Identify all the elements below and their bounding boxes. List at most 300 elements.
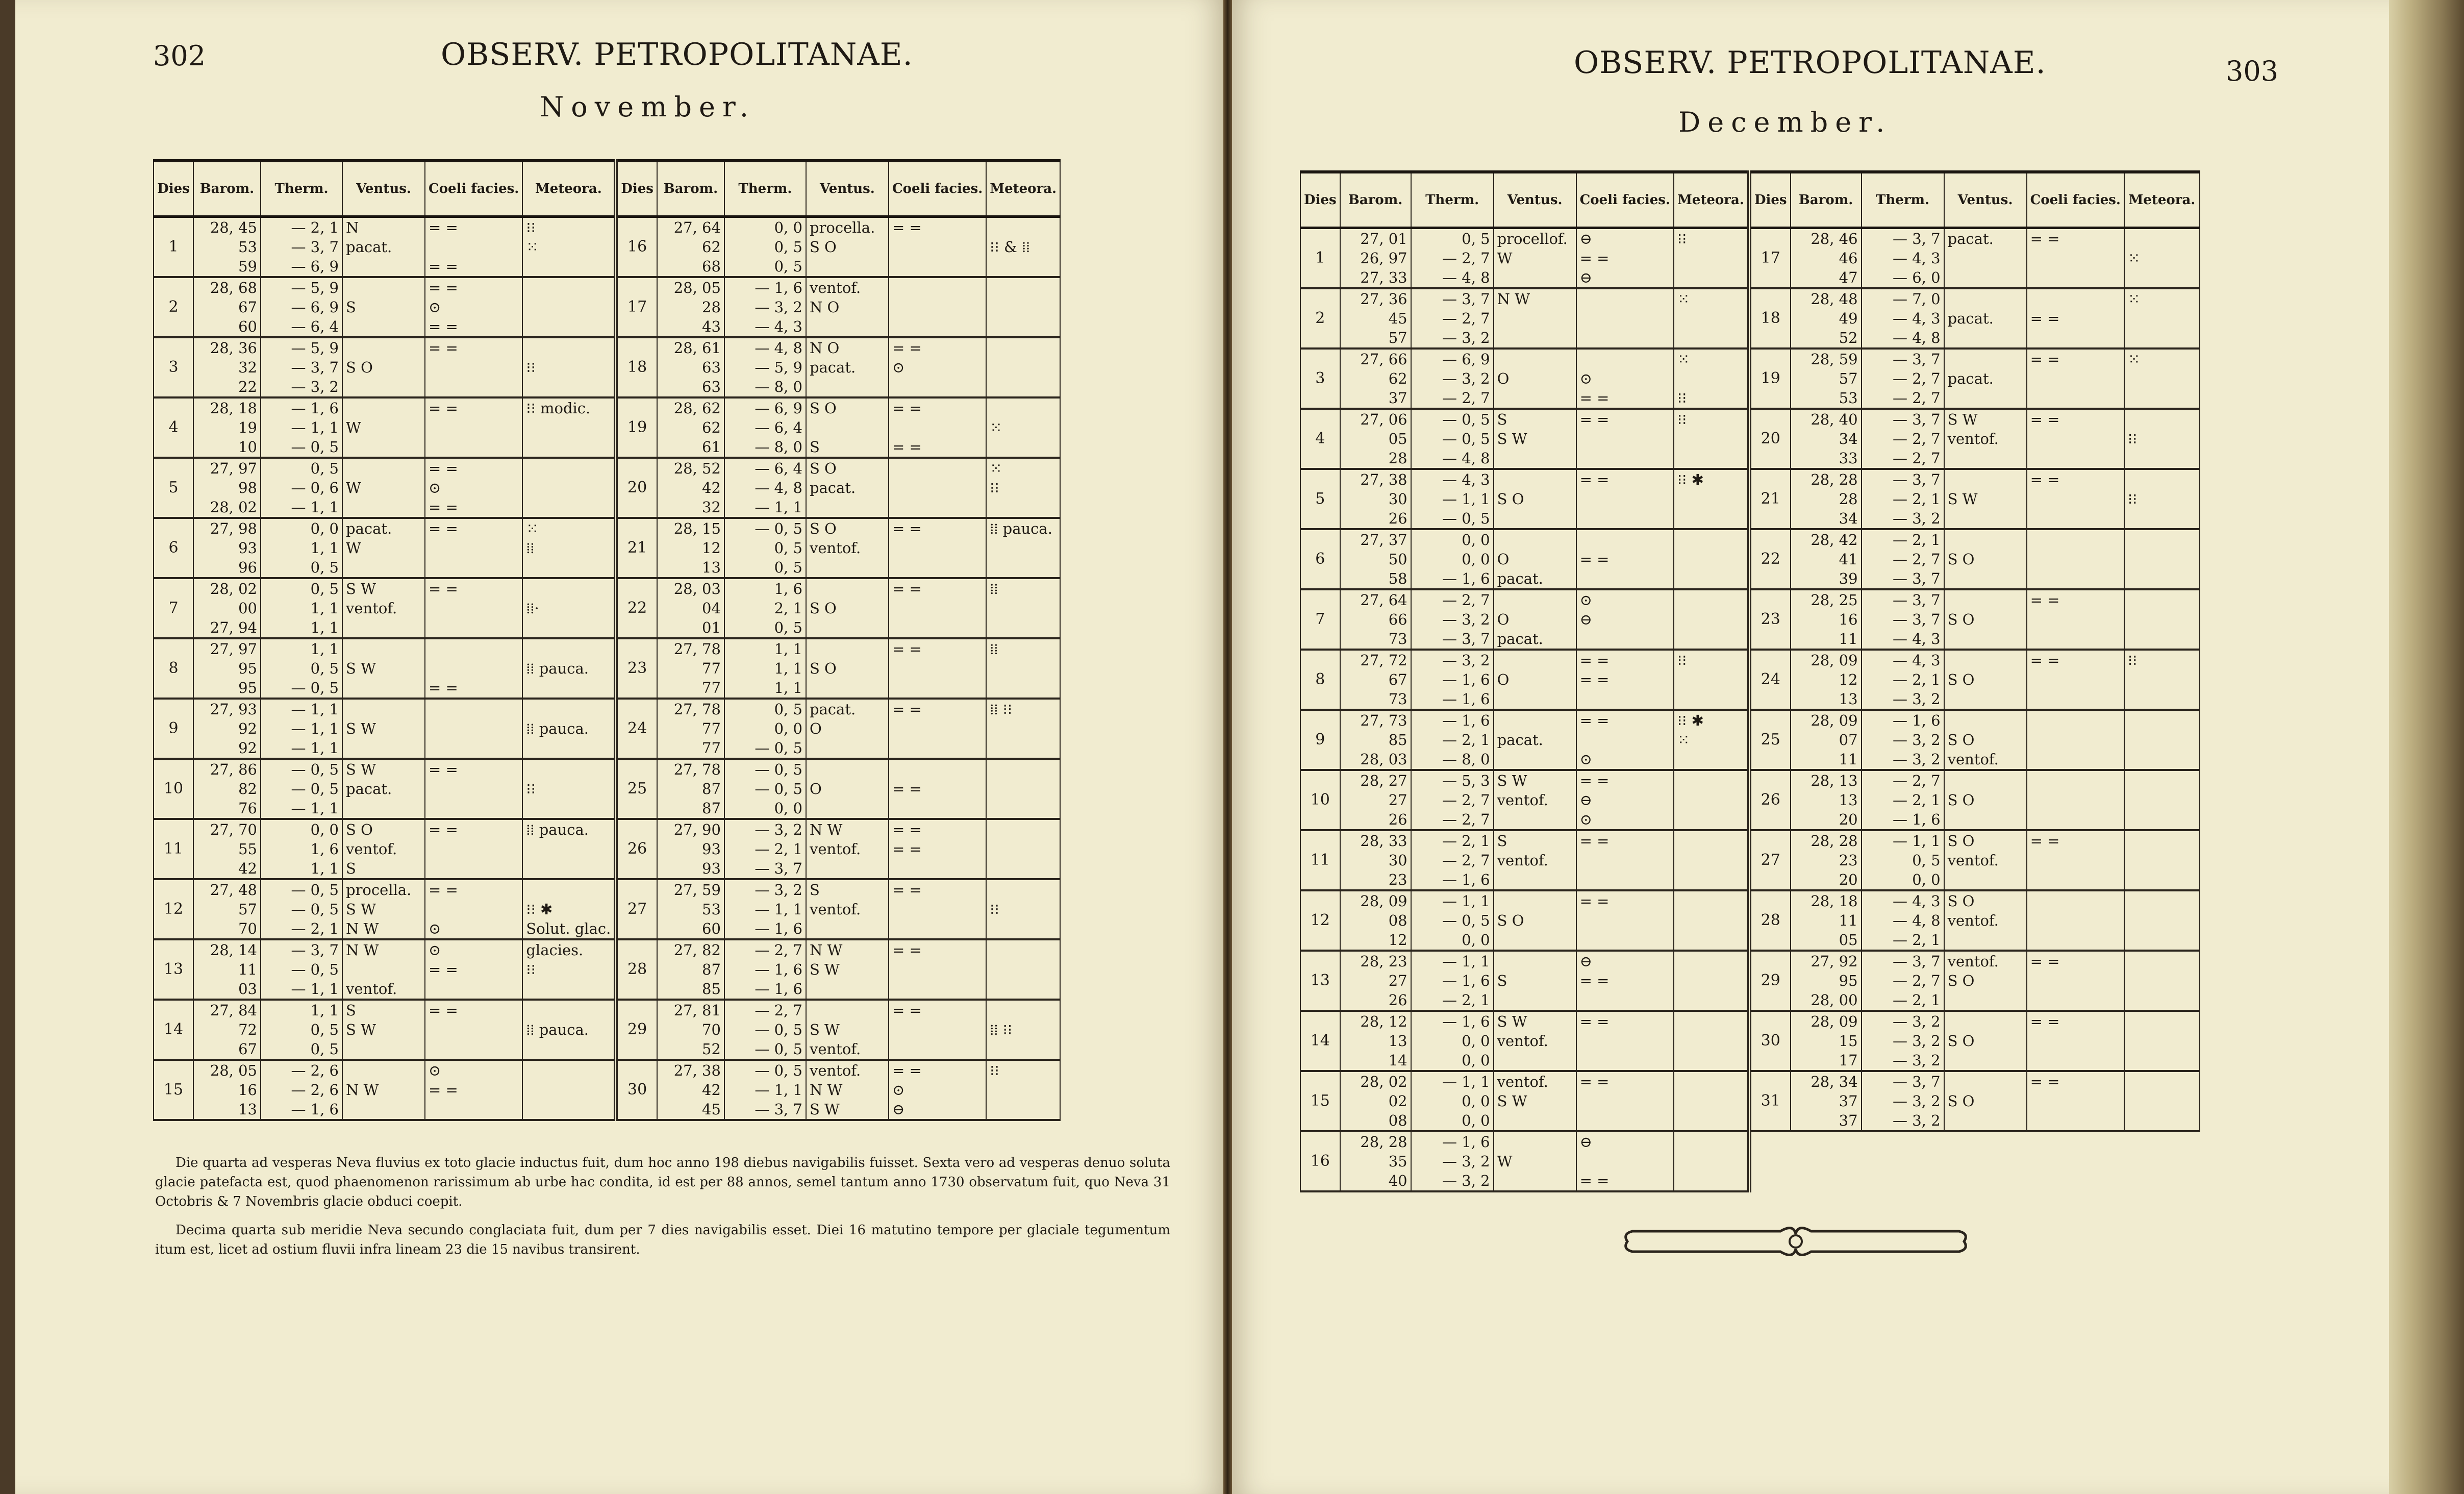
- thermometer-value: — 4, 3: [1893, 892, 1941, 910]
- barometer-cell: [1791, 1011, 1862, 1071]
- barometer-cell: [657, 1000, 724, 1060]
- thermometer-value: — 3, 7: [1893, 953, 1941, 970]
- sky-value: ⊙: [429, 479, 441, 496]
- day-cell: 15: [1300, 1071, 1340, 1131]
- barometer-value: 32: [238, 359, 257, 376]
- meteora-value: [990, 1001, 1057, 1020]
- barometer-cell: [1340, 589, 1411, 650]
- barometer-value: 30: [1388, 852, 1407, 869]
- sky-value: [429, 719, 519, 738]
- day-cell: 25: [616, 759, 657, 819]
- wind-value: [1497, 810, 1573, 829]
- sky-value: [892, 960, 983, 979]
- wind-cell: [1494, 650, 1576, 710]
- thermometer-value: — 2, 7: [1893, 430, 1941, 447]
- meteora-cell: [986, 518, 1060, 578]
- day-cell: 21: [1749, 469, 1791, 529]
- meteora-cell: [1674, 1011, 1749, 1071]
- meteora-value: [990, 659, 1057, 678]
- wind-value: [1497, 1132, 1573, 1152]
- sky-value: [892, 459, 983, 478]
- barometer-value: 28, 18: [1811, 892, 1858, 910]
- meteora-cell: [1674, 650, 1749, 710]
- sky-cell: [2027, 469, 2124, 529]
- barometer-value: 28, 34: [1811, 1073, 1858, 1090]
- wind-value: [1497, 1111, 1573, 1130]
- wind-cell: [1944, 1011, 2027, 1071]
- barometer-value: 62: [702, 238, 721, 256]
- thermometer-value: 1, 1: [310, 640, 339, 658]
- empty-cell: [1944, 1131, 2027, 1191]
- meteora-value: ⁙: [990, 419, 1002, 436]
- note-paragraph: Decima quarta sub meridie Neva secundo conglaciata fuit, dum per 7 dies navigabilis esset. Diei 16 matutino tempore per glaciale tegumentum itum est, licet ad ostium fluvii infra lineam 23 die 15 navibus transirent.: [155, 1223, 1170, 1257]
- sky-value: [1580, 689, 1670, 709]
- table-row: [154, 578, 1060, 638]
- meteora-value: [990, 218, 1057, 237]
- day-cell: 10: [154, 759, 193, 819]
- wind-value: ventof.: [1497, 1032, 1548, 1050]
- meteora-value: ⁝⁝: [1677, 411, 1687, 428]
- meteora-value: [1677, 810, 1744, 829]
- sky-cell: [2027, 288, 2124, 348]
- barometer-value: 63: [702, 359, 721, 376]
- thermometer-cell: [261, 939, 342, 1000]
- thermometer-cell: [724, 518, 806, 578]
- meteora-cell: [2124, 589, 2200, 650]
- wind-value: [346, 317, 421, 336]
- table-row: [1300, 1131, 2200, 1191]
- meteora-value: [990, 377, 1057, 396]
- thermometer-value: — 3, 2: [1442, 1172, 1490, 1189]
- meteora-value: [2128, 369, 2196, 388]
- meteora-value: [990, 618, 1057, 637]
- meteora-value: [990, 678, 1057, 698]
- meteora-cell: [1674, 288, 1749, 348]
- barometer-value: 47: [1839, 269, 1858, 286]
- meteora-cell: [2124, 288, 2200, 348]
- running-head: OBSERV. PETROPOLITANAE.: [441, 37, 913, 72]
- meteora-value: [1677, 590, 1744, 610]
- wind-value: [346, 799, 421, 818]
- wind-cell: [1944, 529, 2027, 589]
- thermometer-cell: [1862, 830, 1944, 890]
- barometer-cell: [1791, 228, 1862, 289]
- day-cell: 17: [1749, 228, 1791, 289]
- sky-value: [2030, 530, 2121, 550]
- meteora-value: [2128, 470, 2196, 489]
- barometer-value: 20: [1839, 811, 1858, 828]
- wind-value: [346, 639, 421, 659]
- thermometer-value: — 3, 7: [755, 1101, 802, 1118]
- barometer-cell: [1791, 710, 1862, 770]
- column-header: Therm.: [1862, 172, 1944, 228]
- meteora-value: ⁝⁝: [526, 961, 536, 978]
- meteora-value: ⁝⁝: [990, 1062, 999, 1079]
- thermometer-cell: [261, 759, 342, 819]
- sky-value: = =: [429, 460, 458, 477]
- wind-cell: [1944, 228, 2027, 289]
- thermometer-value: 2, 1: [774, 600, 802, 617]
- column-header: Ventus.: [806, 161, 889, 217]
- meteora-value: [1677, 750, 1744, 769]
- thermometer-cell: [1411, 1011, 1494, 1071]
- sky-cell: [2027, 650, 2124, 710]
- thermometer-value: — 2, 7: [1893, 450, 1941, 467]
- barometer-value: 53: [1839, 389, 1858, 407]
- wind-value: ventof.: [1947, 751, 1999, 768]
- sky-value: [429, 839, 519, 859]
- thermometer-cell: [1862, 890, 1944, 951]
- wind-value: O: [1497, 551, 1510, 568]
- sky-cell: [425, 1000, 522, 1060]
- thermometer-value: — 2, 7: [755, 941, 802, 959]
- barometer-value: 93: [702, 840, 721, 858]
- meteora-value: [1677, 831, 1744, 851]
- wind-value: pacat.: [346, 780, 392, 798]
- note-text: [155, 1153, 1170, 1268]
- thermometer-value: — 3, 2: [1442, 1153, 1490, 1170]
- wind-value: [1497, 689, 1573, 709]
- wind-value: pacat.: [1947, 310, 1994, 327]
- sky-value: [2030, 248, 2121, 268]
- wind-cell: [342, 397, 425, 458]
- barometer-value: 53: [702, 901, 721, 918]
- thermometer-value: — 1, 1: [291, 739, 339, 757]
- column-header: Therm.: [1411, 172, 1494, 228]
- day-cell: 2: [154, 277, 193, 337]
- barometer-value: 42: [702, 1081, 721, 1099]
- day-cell: 26: [1749, 770, 1791, 830]
- sky-value: = =: [2030, 471, 2060, 488]
- sky-cell: [2027, 348, 2124, 409]
- column-header: Therm.: [724, 161, 806, 217]
- sky-value: [892, 257, 983, 276]
- meteora-cell: [1674, 1071, 1749, 1131]
- day-cell: 20: [616, 458, 657, 518]
- column-header: Coeli facies.: [889, 161, 986, 217]
- barometer-value: 28, 23: [1360, 953, 1407, 970]
- table-row: [154, 759, 1060, 819]
- wind-value: S W: [346, 1021, 376, 1038]
- thermometer-cell: [261, 397, 342, 458]
- sky-cell: [1576, 589, 1674, 650]
- meteora-value: ⁙: [526, 520, 539, 537]
- table-row: [154, 638, 1060, 699]
- meteora-value: [526, 1039, 611, 1059]
- thermometer-cell: [261, 578, 342, 638]
- wind-cell: [1494, 589, 1576, 650]
- barometer-value: 27, 98: [210, 520, 257, 537]
- sky-value: [1580, 930, 1670, 950]
- barometer-value: 27, 64: [673, 219, 721, 236]
- thermometer-value: — 3, 7: [1893, 230, 1941, 247]
- day-cell: 4: [154, 397, 193, 458]
- thermometer-value: — 3, 2: [755, 881, 802, 899]
- barometer-value: 28, 48: [1811, 290, 1858, 308]
- table-row: [1300, 1071, 2200, 1131]
- barometer-value: 11: [1839, 912, 1858, 929]
- barometer-value: 95: [238, 679, 257, 696]
- sky-value: [2030, 689, 2121, 709]
- meteora-value: [1677, 248, 1744, 268]
- thermometer-cell: [1411, 830, 1494, 890]
- wind-value: ventof.: [809, 279, 861, 296]
- meteora-cell: [522, 337, 616, 397]
- barometer-value: 27, 37: [1360, 531, 1407, 549]
- meteora-cell: [522, 759, 616, 819]
- meteora-cell: [986, 578, 1060, 638]
- barometer-value: 34: [1839, 510, 1858, 527]
- wind-cell: [1494, 1131, 1576, 1191]
- barometer-value: 70: [702, 1021, 721, 1038]
- thermometer-value: 0, 0: [1462, 1092, 1490, 1110]
- wind-value: S W: [1497, 772, 1527, 789]
- thermometer-value: — 3, 2: [1893, 1052, 1941, 1069]
- thermometer-value: — 2, 7: [1893, 370, 1941, 387]
- sky-value: [429, 358, 519, 377]
- wind-value: ventof.: [346, 600, 397, 617]
- sky-cell: [889, 458, 986, 518]
- column-header: Barom.: [1791, 172, 1862, 228]
- thermometer-cell: [724, 879, 806, 939]
- wind-value: S O: [1947, 731, 1975, 749]
- wind-cell: [1494, 469, 1576, 529]
- wind-value: S O: [1947, 611, 1975, 628]
- thermometer-cell: [1411, 890, 1494, 951]
- sky-value: [892, 599, 983, 618]
- month-title: November.: [540, 91, 756, 123]
- sky-value: [2030, 449, 2121, 468]
- sky-value: = =: [892, 881, 922, 899]
- thermometer-value: 0, 0: [1462, 1052, 1490, 1069]
- thermometer-value: — 3, 2: [1442, 370, 1490, 387]
- sky-value: = =: [1579, 471, 1610, 488]
- barometer-value: 26: [1388, 811, 1407, 828]
- barometer-value: 08: [1388, 1112, 1407, 1129]
- barometer-value: 66: [1388, 611, 1407, 628]
- thermometer-value: — 1, 6: [755, 279, 802, 296]
- wind-value: N: [346, 219, 359, 236]
- thermometer-value: — 1, 6: [1442, 671, 1490, 688]
- wind-value: O: [1497, 370, 1510, 387]
- thermometer-value: — 2, 6: [291, 1081, 339, 1099]
- barometer-cell: [193, 397, 261, 458]
- barometer-value: 28, 28: [1811, 832, 1858, 850]
- sky-value: [2030, 1051, 2121, 1070]
- barometer-cell: [1791, 951, 1862, 1011]
- thermometer-value: — 0, 5: [755, 1062, 802, 1079]
- thermometer-value: — 2, 1: [1893, 671, 1941, 688]
- meteora-value: [526, 678, 611, 698]
- sky-cell: [1576, 890, 1674, 951]
- meteora-value: [526, 478, 611, 497]
- thermometer-value: — 1, 6: [1442, 1013, 1490, 1030]
- wind-value: [1497, 328, 1573, 347]
- day-cell: 18: [616, 337, 657, 397]
- sky-value: [429, 859, 519, 878]
- meteora-value: [2128, 711, 2196, 730]
- wind-value: [346, 338, 421, 358]
- sky-value: [1580, 569, 1670, 588]
- wind-cell: [806, 337, 889, 397]
- barometer-value: 50: [1388, 551, 1407, 568]
- wind-value: [810, 639, 885, 659]
- barometer-value: 39: [1839, 570, 1858, 587]
- meteora-cell: [1674, 529, 1749, 589]
- meteora-value: [2128, 268, 2196, 287]
- table-row: [154, 217, 1060, 278]
- meteora-cell: [1674, 951, 1749, 1011]
- meteora-cell: [1674, 710, 1749, 770]
- sky-value: [892, 297, 983, 317]
- table-row: [1300, 951, 2200, 1011]
- wind-value: [346, 1039, 421, 1059]
- wind-value: S O: [1947, 972, 1975, 989]
- thermometer-value: — 0, 5: [1442, 411, 1490, 428]
- sky-value: [892, 478, 983, 497]
- barometer-cell: [657, 217, 724, 278]
- sky-value: [2030, 429, 2121, 449]
- barometer-value: 08: [1388, 912, 1407, 929]
- barometer-value: 27, 66: [1360, 351, 1407, 368]
- barometer-value: 28, 02: [1360, 1073, 1407, 1090]
- sky-cell: [889, 879, 986, 939]
- thermometer-value: — 2, 1: [1442, 731, 1490, 749]
- barometer-value: 27, 81: [673, 1002, 721, 1019]
- meteora-value: [2128, 569, 2196, 588]
- day-cell: 19: [616, 397, 657, 458]
- sky-value: ⊙: [429, 920, 441, 937]
- thermometer-value: — 3, 7: [291, 359, 339, 376]
- barometer-cell: [1340, 469, 1411, 529]
- day-cell: 21: [616, 518, 657, 578]
- meteora-value: [1677, 328, 1744, 347]
- sky-cell: [889, 939, 986, 1000]
- thermometer-value: — 1, 6: [291, 1101, 339, 1118]
- barometer-value: 27, 84: [210, 1002, 257, 1019]
- thermometer-cell: [724, 217, 806, 278]
- day-cell: 24: [1749, 650, 1791, 710]
- wind-value: [346, 377, 421, 396]
- barometer-value: 27, 01: [1360, 230, 1407, 247]
- wind-value: [1497, 530, 1573, 550]
- sky-value: ⊙: [892, 1081, 905, 1099]
- barometer-cell: [193, 759, 261, 819]
- thermometer-value: — 1, 6: [291, 400, 339, 417]
- meteora-value: ⁞⁞: [990, 640, 998, 658]
- table-row: [1300, 228, 2200, 289]
- thermometer-cell: [1862, 1011, 1944, 1071]
- thermometer-value: 0, 0: [310, 821, 339, 838]
- wind-cell: [1494, 529, 1576, 589]
- wind-value: [1497, 952, 1573, 971]
- thermometer-value: — 1, 6: [1442, 690, 1490, 708]
- thermometer-value: — 6, 9: [291, 258, 339, 275]
- barometer-value: 28, 03: [673, 580, 721, 597]
- thermometer-value: — 0, 5: [291, 438, 339, 456]
- wind-value: [1948, 569, 2023, 588]
- thermometer-cell: [1411, 409, 1494, 469]
- column-header: Barom.: [193, 161, 261, 217]
- day-cell: 16: [616, 217, 657, 278]
- barometer-value: 87: [702, 800, 721, 817]
- sky-cell: [889, 397, 986, 458]
- barometer-value: 46: [1839, 250, 1858, 267]
- wind-value: [346, 257, 421, 276]
- meteora-value: [990, 558, 1057, 577]
- sky-value: ⊖: [1579, 791, 1592, 809]
- barometer-value: 28, 40: [1811, 411, 1858, 428]
- wind-value: N W: [809, 821, 843, 838]
- sky-value: ⊙: [1579, 370, 1592, 387]
- meteora-value: [1677, 1111, 1744, 1130]
- meteora-value: [2128, 1012, 2196, 1031]
- thermometer-value: 0, 5: [310, 1040, 339, 1058]
- meteora-value: [2128, 1111, 2196, 1130]
- barometer-value: 17: [1839, 1052, 1858, 1069]
- wind-value: ventof.: [1947, 912, 1999, 929]
- column-header: Meteora.: [986, 161, 1060, 217]
- thermometer-cell: [1862, 770, 1944, 830]
- thermometer-value: — 3, 7: [1893, 1073, 1941, 1090]
- sky-value: [892, 1020, 983, 1039]
- thermometer-value: — 1, 1: [1442, 892, 1490, 910]
- meteora-value: [1677, 891, 1744, 911]
- wind-value: [1497, 268, 1573, 287]
- meteora-value: [1677, 569, 1744, 588]
- wind-cell: [806, 518, 889, 578]
- barometer-value: 07: [1839, 731, 1858, 749]
- thermometer-cell: [724, 819, 806, 879]
- barometer-cell: [657, 458, 724, 518]
- sky-cell: [889, 1060, 986, 1120]
- thermometer-value: 0, 5: [310, 1021, 339, 1038]
- meteora-value: ⁞⁞·: [526, 600, 539, 617]
- sky-value: [1580, 730, 1670, 750]
- wind-value: O: [1497, 671, 1510, 688]
- thermometer-value: — 2, 7: [1442, 591, 1490, 609]
- meteora-value: [526, 377, 611, 396]
- wind-value: [346, 738, 421, 758]
- meteora-value: [526, 760, 611, 779]
- wind-value: [1497, 891, 1573, 911]
- wind-cell: [342, 638, 425, 699]
- meteora-value: ⁝⁝: [1677, 230, 1687, 247]
- thermometer-value: — 0, 5: [755, 739, 802, 757]
- thermometer-cell: [1411, 1071, 1494, 1131]
- barometer-value: 27, 72: [1360, 652, 1407, 669]
- meteora-cell: [2124, 710, 2200, 770]
- thermometer-value: 0, 5: [774, 559, 802, 576]
- meteora-value: [1677, 550, 1744, 569]
- day-cell: 7: [1300, 589, 1340, 650]
- barometer-value: 95: [238, 660, 257, 677]
- thermometer-value: — 1, 1: [755, 1081, 802, 1099]
- sky-cell: [425, 638, 522, 699]
- wind-value: [1497, 1171, 1573, 1190]
- wind-value: [346, 960, 421, 979]
- meteora-value: [1677, 1091, 1744, 1111]
- meteora-value: ⁙: [990, 460, 1002, 477]
- barometer-cell: [193, 939, 261, 1000]
- day-cell: 8: [1300, 650, 1340, 710]
- thermometer-value: — 6, 4: [755, 419, 802, 436]
- sky-value: ⊖: [1579, 611, 1592, 628]
- barometer-cell: [1791, 469, 1862, 529]
- barometer-value: 28, 68: [210, 279, 257, 296]
- day-cell: 22: [616, 578, 657, 638]
- wind-value: W: [346, 479, 361, 496]
